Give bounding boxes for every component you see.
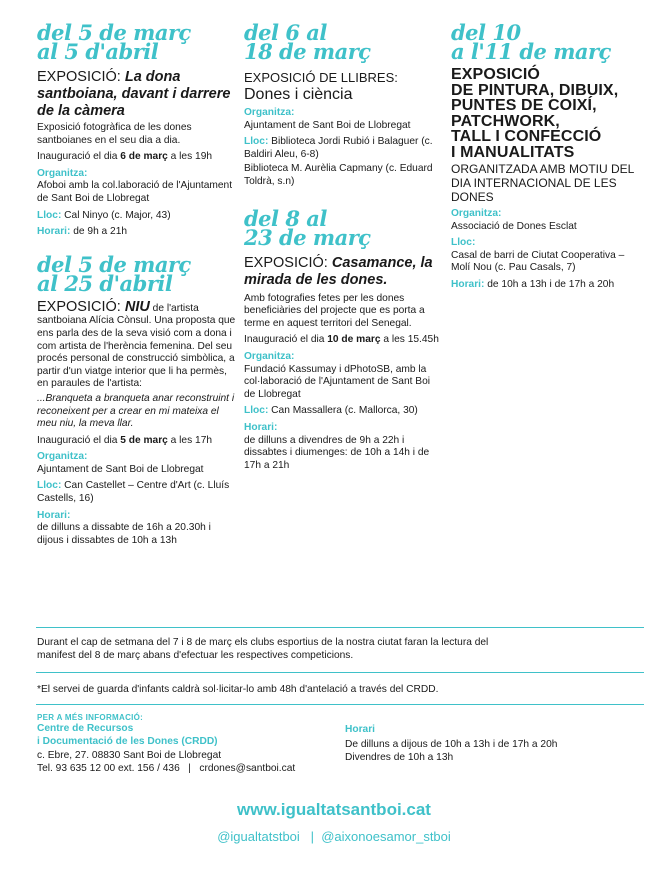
center-address: c. Ebre, 27. 08830 Sant Boi de Llobregat [37, 750, 222, 761]
event-description: Amb fotografies fetes per les dones beneficiàries del projecte que es porta a terme en aquest territori del Senegal. [244, 292, 425, 329]
organizer-text: Fundació Kassumay i dPhotoSB, amb la col·laboració de l'Ajuntament de Sant Boi de Llobregat [244, 363, 430, 400]
hours-text: De dilluns a dijous de 10h a 13h i de 17h a 20h [345, 739, 558, 750]
location-label: Lloc: [244, 405, 269, 417]
event-date [244, 20, 440, 64]
title-line: PATCHWORK, [451, 112, 560, 130]
inauguration-time: a les 19h [167, 151, 213, 163]
organizer-label: Organitza: [244, 107, 295, 118]
hours-label: Horari [345, 724, 376, 735]
schedule-label: Horari: [451, 278, 485, 290]
schedule-label: Horari: [244, 421, 278, 433]
event-subtitle: ORGANITZADA AMB MOTIU DEL DIA INTERNACIONAL DE LES DONES [451, 162, 634, 204]
schedule [37, 226, 237, 239]
schedule-text: de 9h a 21h [70, 226, 128, 238]
date-line: del 5 de març [37, 20, 191, 45]
event-title: La dona santboiana, davant i darrere de la càmera [37, 69, 231, 119]
event-type: EXPOSICIÓ: [244, 254, 332, 271]
center-name: Centre de Recursos [37, 723, 134, 734]
location-label: Lloc: [37, 209, 62, 221]
inauguration-time: a les 17h [167, 434, 213, 446]
inauguration-date: 5 de març [120, 434, 168, 446]
date-line: del 8 al [244, 205, 327, 231]
location-text: Cal Ninyo (c. Major, 43) [61, 209, 171, 221]
divider [36, 627, 644, 628]
event-title: Casamance, la mirada de les dones. [244, 254, 433, 288]
event-inauguration [37, 151, 237, 164]
hours-text: Divendres de 10h a 13h [345, 752, 454, 763]
info-label: PER A MÉS INFORMACIÓ: [37, 713, 144, 722]
location-text: Can Massallera (c. Mallorca, 30) [268, 405, 418, 417]
schedule-label: Horari: [37, 509, 71, 521]
inauguration-date: 10 de març [327, 334, 381, 346]
contact-info [37, 713, 337, 775]
organizer-text: Associació de Dones Esclat [451, 220, 577, 232]
column-3 [451, 20, 646, 292]
column-1 [37, 20, 237, 547]
opening-hours [345, 723, 645, 764]
location-label: Lloc: [37, 480, 62, 492]
location-text: Biblioteca Jordi Rubió i Balaguer (c. Baldiri Aleu, 6-8) [244, 136, 433, 160]
date-line: del 5 de març [37, 251, 191, 277]
event-date [37, 251, 237, 296]
date-line: al 5 d'abril [37, 39, 159, 64]
event-title: Dones i ciència [244, 86, 353, 103]
event-type: EXPOSICIÓ DE LLIBRES: [244, 70, 398, 85]
schedule-label: Horari: [37, 226, 71, 238]
weekend-notice: Durant el cap de setmana del 7 i 8 de març els clubs esportius de la nostra ciutat faran la lectura del manifest del 8 de març abans d'efectuar les respectives competicions. [37, 637, 489, 661]
inauguration-text: Inauguració el dia [37, 151, 121, 163]
event-type: EXPOSICIÓ: [37, 69, 125, 85]
inauguration-time: a les 15.45h [380, 334, 439, 346]
title-line: TALL I CONFECCIÓ [451, 128, 602, 145]
event-title: NIU [124, 298, 150, 315]
organizer-text: Ajuntament de Sant Boi de Llobregat [244, 119, 411, 131]
title-line: PUNTES DE COIXÍ, [451, 97, 597, 114]
location [37, 210, 237, 223]
location-label: Lloc: [451, 237, 476, 249]
inauguration-date: 6 de març [120, 151, 168, 163]
center-name: i Documentació de les Dones (CRDD) [37, 736, 218, 747]
organizer-label: Organitza: [37, 167, 88, 179]
center-contact[interactable]: Tel. 93 635 12 00 ext. 156 / 436 | crdones@santboi.cat [37, 763, 296, 774]
date-line: del 6 al [244, 20, 327, 45]
event-date [451, 20, 646, 64]
organizer-text: Ajuntament de Sant Boi de Llobregat [37, 463, 204, 475]
divider [36, 704, 644, 705]
location [244, 136, 440, 161]
event-date [37, 20, 237, 64]
event-type: EXPOSICIÓ: [37, 298, 125, 315]
event-heading [37, 69, 237, 120]
event-description: Exposició fotogràfica de les dones santboianes en el seu dia a dia. [37, 122, 192, 146]
column-2 [244, 20, 440, 472]
schedule-text: de dilluns a divendres de 9h a 22h i dissabtes i diumenges: de 10h a 14h i de 17h a 21h [244, 434, 430, 471]
inauguration-text: Inauguració el dia [244, 334, 328, 346]
title-line: EXPOSICIÓ [451, 66, 540, 83]
schedule-text: de 10h a 13h i de 17h a 20h [484, 278, 615, 290]
location [244, 405, 440, 418]
location-text: Casal de barri de Ciutat Cooperativa – Molí Nou (c. Pau Casals, 7) [451, 249, 625, 274]
location-text: Can Castellet – Centre d'Art (c. Lluís Castells, 16) [37, 480, 230, 505]
event-heading [244, 255, 440, 289]
date-line: 18 de març [244, 39, 371, 64]
organizer-text: Afoboi amb la col.laboració de l'Ajuntament de Sant Boi de Llobregat [37, 180, 233, 204]
event-inauguration [244, 334, 440, 347]
schedule [451, 279, 646, 292]
title-line: DE PINTURA, DIBUIX, [451, 81, 619, 99]
event-title [451, 67, 646, 160]
event-heading [37, 298, 237, 391]
date-line: a l'11 de març [451, 39, 611, 64]
artist-quote: ...Branqueta a branqueta anar reconstruint i reconeixent per a crear en mi mateixa el meu niu, la meva llar. [37, 392, 235, 430]
location [37, 480, 237, 505]
organizer-label: Organitza: [37, 451, 88, 463]
organizer-label: Organitza: [451, 208, 502, 219]
location-label: Lloc: [244, 136, 269, 148]
website-link[interactable]: www.igualtatsantboi.cat [237, 800, 431, 819]
organizer-label: Organitza: [244, 350, 295, 362]
date-line: 23 de març [244, 224, 371, 250]
location-text-2: Biblioteca M. Aurèlia Capmany (c. Eduard Toldrà, s.n) [244, 163, 433, 187]
title-line: I MANUALITATS [451, 143, 575, 161]
schedule-text: de dilluns a dissabte de 16h a 20.30h i dijous i dissabtes de 10h a 13h [37, 522, 211, 546]
event-description: de l'artista santboiana Alícia Cònsul. Una proposta que ens parla des de la seva visió com a dona i com artista de l'herència femenina. Del seu procés personal de construcció simbòlica, a partir d'un viatge interior que li ha permès, en paraules de l'artista: [37, 302, 236, 390]
event-date [244, 205, 440, 250]
date-line: del 10 [451, 20, 521, 45]
inauguration-text: Inauguració el dia [37, 434, 121, 446]
divider [36, 672, 644, 673]
social-handles[interactable]: @igualtatstboi | @aixonoesamor_stboi [217, 829, 451, 844]
childcare-notice: *El servei de guarda d'infants caldrà sol·licitar-lo amb 48h d'antelació a través del CRDD. [37, 684, 439, 695]
date-line: al 25 d'abril [37, 270, 173, 296]
event-inauguration [37, 435, 237, 448]
